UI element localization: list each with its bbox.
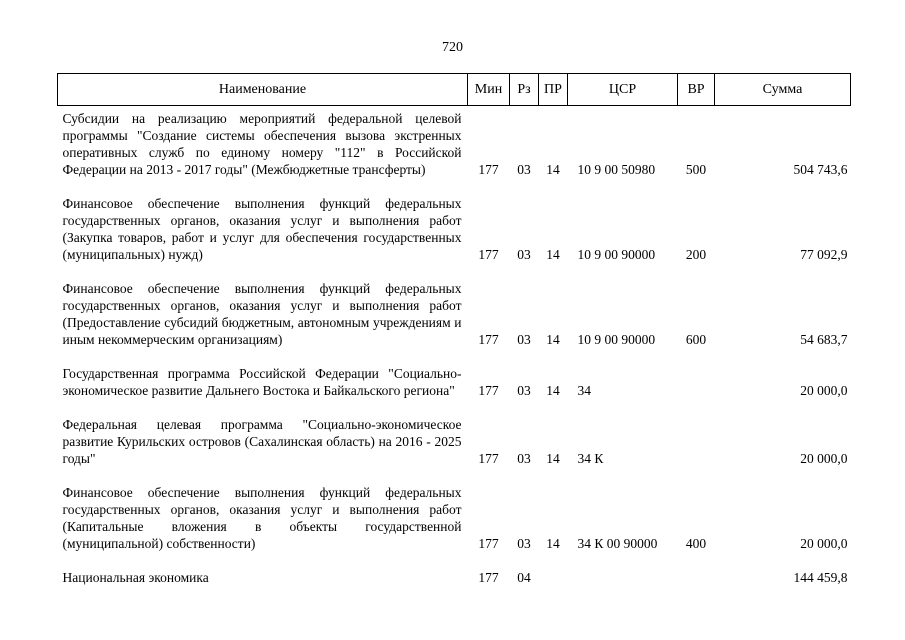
- row-min: 177: [478, 332, 499, 347]
- row-sum: 20 000,0: [800, 451, 848, 466]
- row-rz: 03: [517, 332, 531, 347]
- header-rz: Рз: [510, 74, 539, 106]
- row-min: 177: [478, 247, 499, 262]
- row-sum: 504 743,6: [793, 162, 848, 177]
- table-row: [58, 416, 851, 467]
- row-rz: 03: [517, 383, 531, 398]
- row-min: 177: [478, 536, 499, 551]
- table-row: [58, 365, 851, 399]
- row-vr: 400: [685, 536, 707, 551]
- row-pr: 14: [546, 162, 560, 177]
- row-csr: 10 9 00 90000: [577, 247, 656, 262]
- row-vr: 600: [685, 332, 707, 347]
- row-name: Субсидии на реализацию мероприятий федеральной целевой программы "Создание системы обеспечения вызова экстренных оперативных служб по единому номеру "112" в Российской Федерации на 2013 - 2017 годы" (Межбюджетные трансферты): [62, 111, 462, 177]
- row-vr: 500: [685, 162, 707, 177]
- row-vr: [678, 365, 715, 399]
- table-row: [58, 110, 851, 178]
- header-min: Мин: [468, 74, 510, 106]
- row-sum: 77 092,9: [800, 247, 848, 262]
- row-pr: 14: [546, 247, 560, 262]
- row-csr: 34 К 00 90000: [577, 536, 658, 551]
- row-sum: 54 683,7: [800, 332, 848, 347]
- row-csr: 10 9 00 90000: [577, 332, 656, 347]
- row-pr: 14: [546, 332, 560, 347]
- row-name: Финансовое обеспечение выполнения функций федеральных государственных органов, оказания услуг и выполнения работ (Закупка товаров, работ и услуг для обеспечения государственных (муниципальных) нужд): [62, 196, 462, 262]
- row-name: Финансовое обеспечение выполнения функций федеральных государственных органов, оказания услуг и выполнения работ (Предоставление субсидий бюджетным, автономным учреждениям и иным некоммерческим организациям): [62, 281, 462, 347]
- header-name: Наименование: [58, 74, 468, 106]
- row-rz: 03: [517, 247, 531, 262]
- header-vr: ВР: [678, 74, 715, 106]
- row-pr: 14: [546, 383, 560, 398]
- row-name: Федеральная целевая программа "Социально-экономическое развитие Курильских островов (Сахалинская область) на 2016 - 2025 годы": [62, 417, 462, 466]
- row-min: 177: [478, 451, 499, 466]
- row-sum: 144 459,8: [793, 570, 848, 585]
- row-csr: 10 9 00 50980: [577, 162, 656, 177]
- header-sum: Сумма: [715, 74, 851, 106]
- row-sum: 20 000,0: [800, 536, 848, 551]
- budget-table: [57, 73, 851, 586]
- row-rz: 03: [517, 451, 531, 466]
- row-csr: 34 К: [577, 451, 604, 466]
- row-vr: 200: [685, 247, 707, 262]
- row-pr: 14: [546, 451, 560, 466]
- header-csr: ЦСР: [568, 74, 678, 106]
- row-name: Национальная экономика: [62, 570, 209, 585]
- row-sum: 20 000,0: [800, 383, 848, 398]
- row-rz: 03: [517, 536, 531, 551]
- row-vr: [678, 569, 715, 586]
- page-number: 720: [442, 40, 463, 55]
- header-pr: ПР: [539, 74, 568, 106]
- row-name: Государственная программа Российской Федерации "Социально-экономическое развитие Дальнего Востока и Байкальского региона": [62, 366, 462, 398]
- table-row: [58, 484, 851, 552]
- row-min: 177: [478, 162, 499, 177]
- row-min: 177: [478, 383, 499, 398]
- row-name: Финансовое обеспечение выполнения функций федеральных государственных органов, оказания услуг и выполнения работ (Капитальные вложения в объекты государственной (муниципальной) собственности): [62, 485, 462, 551]
- row-csr: 34: [577, 383, 591, 398]
- row-pr: 14: [546, 536, 560, 551]
- row-rz: 04: [517, 570, 531, 585]
- row-rz: 03: [517, 162, 531, 177]
- table-row: [58, 569, 851, 586]
- table-row: [58, 195, 851, 263]
- row-min: 177: [478, 570, 499, 585]
- table-row: [58, 280, 851, 348]
- row-csr: [568, 569, 678, 586]
- table-header-row: [58, 74, 851, 106]
- row-pr: [539, 569, 568, 586]
- row-vr: [678, 416, 715, 467]
